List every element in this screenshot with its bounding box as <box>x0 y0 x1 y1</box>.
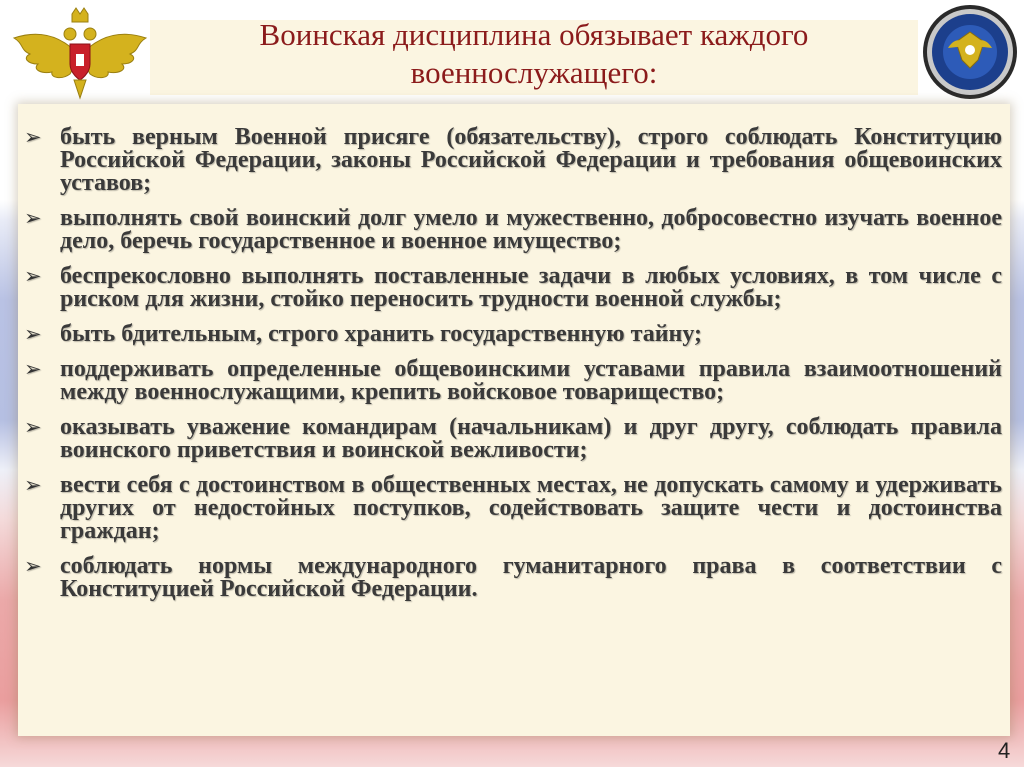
arrow-bullet-icon: ➢ <box>24 415 42 439</box>
item-text: оказывать уважение командирам (начальникам) и друг другу, соблюдать правила воинского приветствия и воинской вежливости; <box>60 414 1002 463</box>
item-text: быть бдительным, строго хранить государственную тайну; <box>60 321 703 347</box>
list-item <box>24 416 1002 462</box>
duties-list <box>24 126 1002 613</box>
item-text: соблюдать нормы международного гуманитарного права в соответствии с Конституцией Российской Федерации. <box>60 553 1002 602</box>
eagle-emblem-icon <box>10 4 150 102</box>
arrow-bullet-icon: ➢ <box>24 357 42 381</box>
arrow-bullet-icon: ➢ <box>24 554 42 578</box>
arrow-bullet-icon: ➢ <box>24 125 42 149</box>
list-item <box>24 265 1002 311</box>
arrow-bullet-icon: ➢ <box>24 322 42 346</box>
item-text: быть верным Военной присяге (обязательству), строго соблюдать Конституцию Российской Федерации, законы Российской Федерации и требования общевоинских уставов; <box>60 124 1002 196</box>
list-item <box>24 323 1002 346</box>
item-text: беспрекословно выполнять поставленные задачи в любых условиях, в том числе с риском для жизни, стойко переносить трудности военной службы; <box>60 263 1002 312</box>
list-item <box>24 474 1002 543</box>
item-text: поддерживать определенные общевоинскими уставами правила взаимоотношений между военнослужащими, крепить войсковое товарищество; <box>60 356 1002 405</box>
list-item <box>24 358 1002 404</box>
arrow-bullet-icon: ➢ <box>24 264 42 288</box>
arrow-bullet-icon: ➢ <box>24 206 42 230</box>
item-text: вести себя с достоинством в общественных местах, не допускать самому и удерживать других от недостойных поступков, содействовать защите чести и достоинства граждан; <box>60 472 1002 544</box>
list-item <box>24 207 1002 253</box>
page-title: Воинская дисциплина обязывает каждого военнослужащего: <box>259 17 809 90</box>
academy-badge-icon <box>918 2 1022 102</box>
list-item <box>24 126 1002 195</box>
list-item <box>24 555 1002 601</box>
arrow-bullet-icon: ➢ <box>24 473 42 497</box>
item-text: выполнять свой воинский долг умело и мужественно, добросовестно изучать военное дело, беречь государственное и военное имущество; <box>60 205 1002 254</box>
page-number: 4 <box>998 738 1011 763</box>
